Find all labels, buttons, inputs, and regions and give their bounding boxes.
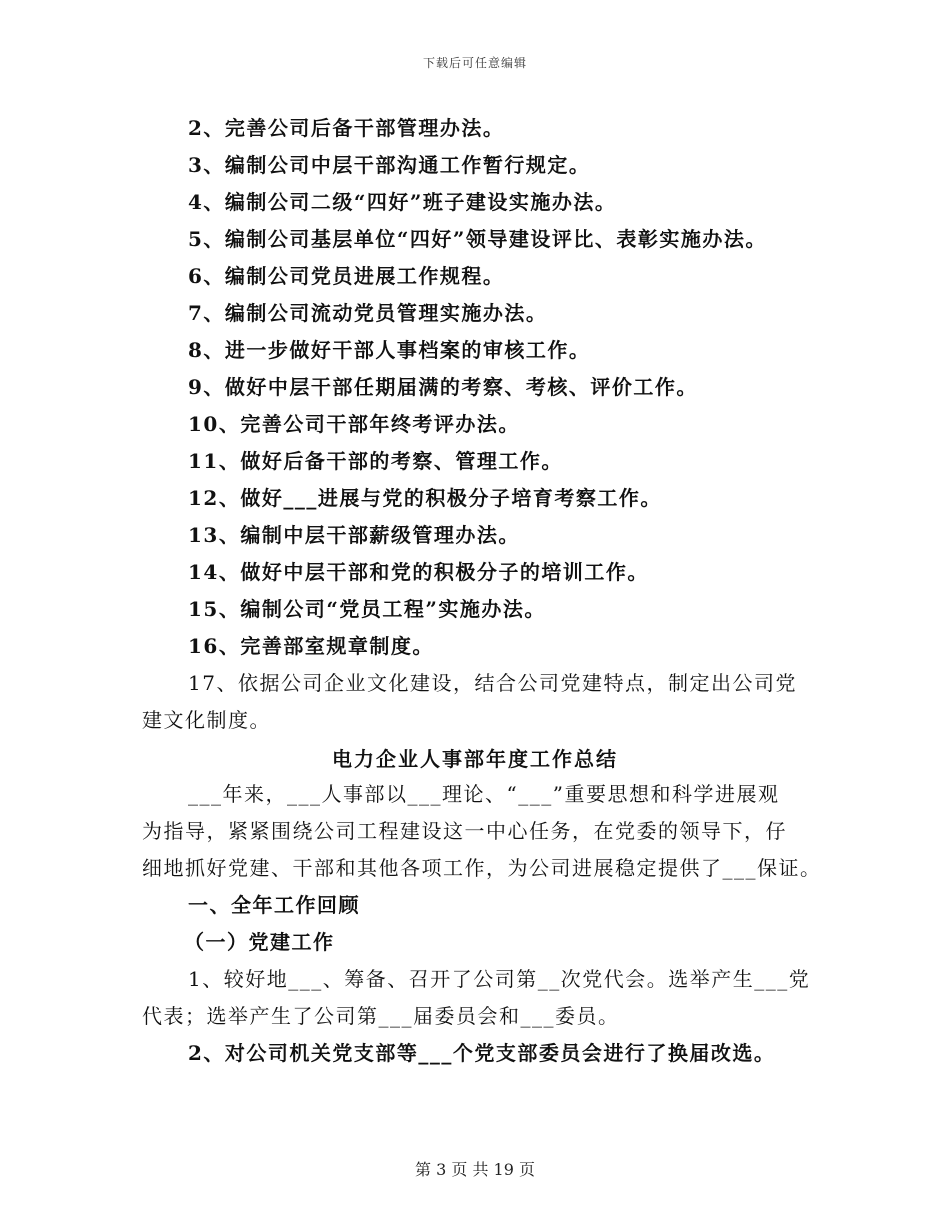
- list-item: 7、编制公司流动党员管理实施办法。: [188, 301, 548, 325]
- list-item: 10、完善公司干部年终考评办法。: [188, 412, 520, 436]
- list-item: 14、做好中层干部和党的积极分子的培训工作。: [188, 560, 649, 584]
- page-number: 第 3 页 共 19 页: [415, 1160, 535, 1179]
- list-item: 15、编制公司“党员工程”实施办法。: [188, 597, 546, 621]
- list-item: 9、做好中层干部任期届满的考察、考核、评价工作。: [188, 375, 698, 399]
- subsection-heading: （一）党建工作: [184, 930, 335, 954]
- section-heading: 一、全年工作回顾: [188, 893, 360, 917]
- intro-line-1: ___年来，___人事部以___理论、“___”重要思想和科学进展观: [188, 782, 780, 806]
- list-item: 11、做好后备干部的考察、管理工作。: [188, 449, 563, 473]
- paragraph-1-line-1: 1、较好地___、筹备、召开了公司第__次党代会。选举产生___党: [188, 967, 811, 991]
- paragraph-1-line-2: 代表；选举产生了公司第___届委员会和___委员。: [142, 1004, 620, 1028]
- list-item: 16、完善部室规章制度。: [188, 634, 434, 658]
- list-item: 3、编制公司中层干部沟通工作暂行规定。: [188, 153, 591, 177]
- list-item: 4、编制公司二级“四好”班子建设实施办法。: [188, 190, 617, 214]
- list-item: 8、进一步做好干部人事档案的审核工作。: [188, 338, 591, 362]
- list-item: 2、完善公司后备干部管理办法。: [188, 116, 505, 140]
- intro-line-2: 为指导，紧紧围绕公司工程建设这一中心任务，在党委的领导下，仔: [142, 819, 787, 843]
- list-item: 12、做好___进展与党的积极分子培育考察工作。: [188, 486, 662, 510]
- document-title: 电力企业人事部年度工作总结: [332, 747, 618, 771]
- intro-line-3: 细地抓好党建、干部和其他各项工作，为公司进展稳定提供了___保证。: [142, 856, 822, 880]
- list-item: 13、编制中层干部薪级管理办法。: [188, 523, 520, 547]
- header-note: 下载后可任意编辑: [422, 56, 527, 70]
- item-17-line-2: 建文化制度。: [142, 708, 271, 732]
- paragraph-2: 2、对公司机关党支部等___个党支部委员会进行了换届改选。: [188, 1041, 776, 1065]
- list-item: 6、编制公司党员进展工作规程。: [188, 264, 505, 288]
- list-item: 5、编制公司基层单位“四好”领导建设评比、表彰实施办法。: [188, 227, 767, 251]
- item-17-line-1: 17、依据公司企业文化建设，结合公司党建特点，制定出公司党: [188, 671, 797, 695]
